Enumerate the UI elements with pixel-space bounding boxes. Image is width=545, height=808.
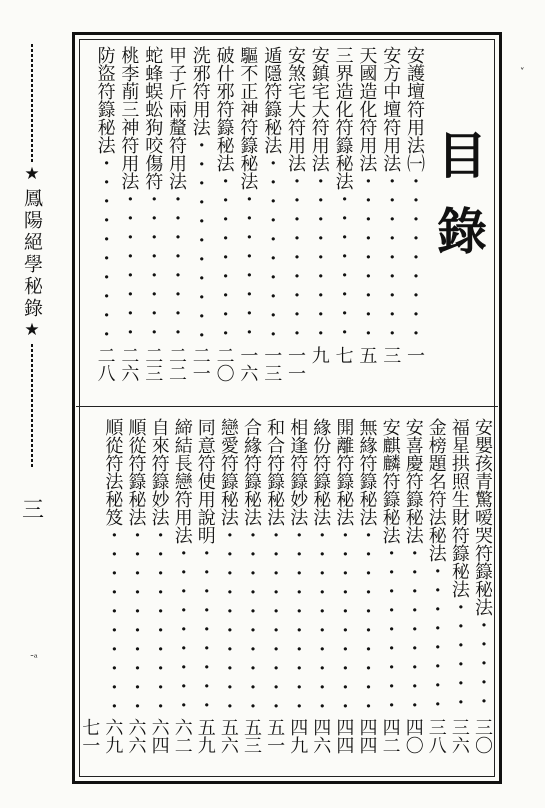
stray-mark: ᐨᵃ (30, 653, 38, 664)
toc-entry-title: 安方中壇符用法 ・・・・・・・・・・・・・・・・・・・・・・・・・・・・・・・・・・・・ (379, 46, 401, 346)
toc-entry[interactable] (148, 418, 170, 756)
toc-entry[interactable] (171, 418, 193, 756)
toc-entry-title: 相逢符籙妙法 ・・・・・・・・・・・・・・・・・・・・・・・・・・・・・・・・・・・・ (286, 418, 308, 718)
toc-entry-page: 四九 (287, 718, 309, 754)
toc-entry-page: 五 (356, 346, 378, 364)
toc-entry-page: 二三 (142, 346, 164, 382)
toc-entry-title: 安嬰孩青驚嗳哭符籙秘法 ・・・・・・・・・・・・・・・・・・・・・・・・・・・・・・・・・・・・ (471, 418, 493, 718)
section-divider (76, 406, 498, 407)
toc-entry[interactable] (286, 418, 308, 756)
toc-entry-title: 順從符籙秘法 ・・・・・・・・・・・・・・・・・・・・・・・・・・・・・・・・・・・・ (125, 418, 147, 718)
toc-entry[interactable] (379, 46, 401, 384)
star-icon: ★ (24, 164, 40, 184)
toc-entry-title: 順從符法秘笈 ・・・・・・・・・・・・・・・・・・・・・・・・・・・・・・・・・・・・ (101, 418, 123, 718)
toc-entry-page: 五九 (194, 718, 216, 754)
toc-entry[interactable] (240, 418, 262, 756)
toc-entry-title: 安煞宅大符用法 ・・・・・・・・・・・・・・・・・・・・・・・・・・・・・・・・・・・・ (284, 46, 306, 346)
toc-entry-page: 一三 (261, 346, 283, 382)
chain-divider (31, 44, 33, 162)
toc-entry-title: 戀愛符籙秘法 ・・・・・・・・・・・・・・・・・・・・・・・・・・・・・・・・・・・・ (217, 418, 239, 718)
toc-entry-title: 甲子斤兩釐符用法 ・・・・・・・・・・・・・・・・・・・・・・・・・・・・・・・・・・・・ (165, 46, 187, 346)
toc-entry[interactable] (117, 46, 139, 384)
toc-entry[interactable] (309, 418, 331, 756)
toc-entry-title: 緣份符籙秘法 ・・・・・・・・・・・・・・・・・・・・・・・・・・・・・・・・・・・・ (309, 418, 331, 718)
toc-entry[interactable] (379, 418, 401, 756)
toc-entry-page: 二一 (189, 346, 211, 382)
toc-entry-title: 安鎮宅大符用法 ・・・・・・・・・・・・・・・・・・・・・・・・・・・・・・・・・・・・ (308, 46, 330, 346)
toc-entry-page: 二二 (166, 346, 187, 382)
toc-entry[interactable] (125, 418, 147, 756)
toc-entry-title: 天國造化符用法 ・・・・・・・・・・・・・・・・・・・・・・・・・・・・・・・・・・・・ (355, 46, 377, 346)
toc-entry-title: 無緣符籙秘法 ・・・・・・・・・・・・・・・・・・・・・・・・・・・・・・・・・・・・ (356, 418, 378, 718)
toc-heading: 目錄 (429, 129, 488, 281)
toc-entry-page: 三 (380, 346, 402, 364)
toc-entry[interactable] (213, 46, 235, 384)
toc-entry-title: 三界造化符籙秘法 ・・・・・・・・・・・・・・・・・・・・・・・・・・・・・・・・・・・・ (332, 46, 354, 346)
sidebar (0, 0, 64, 808)
toc-entry-page: 七一 (79, 718, 101, 754)
toc-entry-page: 二〇 (213, 346, 235, 382)
toc-entry-title: 破什邪符籙秘法 ・・・・・・・・・・・・・・・・・・・・・・・・・・・・・・・・・・・・ (213, 46, 235, 346)
toc-entry-page: 二六 (118, 346, 140, 382)
toc-entry[interactable] (284, 46, 306, 384)
toc-entry-page: 三六 (448, 718, 470, 754)
toc-entry[interactable] (263, 418, 285, 756)
book-title: 鳳陽絕學秘錄 (21, 188, 43, 320)
star-icon: ★ (24, 320, 40, 340)
toc-entry[interactable] (448, 418, 470, 756)
toc-entry[interactable] (101, 418, 123, 756)
toc-entry-title: 開離符籙秘法 ・・・・・・・・・・・・・・・・・・・・・・・・・・・・・・・・・・・・ (332, 418, 354, 718)
toc-entry-page: 三八 (425, 718, 447, 754)
toc-entry[interactable] (165, 46, 187, 384)
toc-entry[interactable] (194, 418, 216, 756)
stray-mark: ˅ (520, 68, 525, 78)
toc-entry[interactable] (355, 46, 377, 384)
toc-entry[interactable] (308, 46, 330, 384)
toc-entry-page: 一一 (285, 346, 306, 382)
toc-entry-title: 福星拱照生財符籙秘法 ・・・・・・・・・・・・・・・・・・・・・・・・・・・・・・・・・・・・ (448, 418, 470, 718)
toc-entry-page: 五六 (217, 718, 239, 754)
chain-divider (31, 344, 33, 468)
toc-entry-page: 一六 (237, 346, 259, 382)
toc-entry-page: 四四 (356, 718, 378, 754)
toc-entry-title: 防盜符籙秘法 ・・・・・・・・・・・・・・・・・・・・・・・・・・・・・・・・・・・・ (94, 46, 116, 346)
toc-entry[interactable] (260, 46, 282, 384)
toc-entry-title: 同意符使用說明 ・・・・・・・・・・・・・・・・・・・・・・・・・・・・・・・・・・・・ (194, 418, 216, 718)
toc-entry-page: 一 (404, 346, 425, 364)
toc-entry-page: 六四 (148, 718, 170, 754)
toc-entry[interactable] (78, 418, 100, 756)
toc-entry-page: 六二 (171, 718, 193, 754)
toc-entry[interactable] (332, 46, 354, 384)
toc-entry[interactable] (189, 46, 211, 384)
toc-entry-title: 自來符籙妙法 ・・・・・・・・・・・・・・・・・・・・・・・・・・・・・・・・・・・・ (148, 418, 170, 718)
toc-entry-page: 六六 (125, 718, 147, 754)
toc-entry[interactable] (94, 46, 116, 384)
toc-entry[interactable] (471, 418, 493, 756)
toc-entry-page: 五一 (264, 718, 286, 754)
toc-entry-title: 安喜慶符籙秘法 ・・・・・・・・・・・・・・・・・・・・・・・・・・・・・・・・・・・・ (402, 418, 424, 718)
toc-entry-page: 五三 (241, 718, 262, 754)
toc-entry[interactable] (402, 418, 424, 756)
toc-entry[interactable] (425, 418, 447, 756)
toc-entry[interactable] (356, 418, 378, 756)
toc-entry-page: 九 (308, 346, 330, 364)
toc-entry-title: 驅不正神符籙秘法 ・・・・・・・・・・・・・・・・・・・・・・・・・・・・・・・・・・・・ (236, 46, 258, 346)
toc-entry-title: 洗邪符用法 ・・・・・・・・・・・・・・・・・・・・・・・・・・・・・・・・・・・・ (189, 46, 211, 346)
page-number: 三 (21, 498, 44, 523)
toc-entry-page: 四二 (379, 718, 401, 754)
toc-entry-page: 三〇 (472, 718, 493, 754)
toc-entry-page: 七 (332, 346, 354, 364)
toc-entry[interactable] (217, 418, 239, 756)
toc-entry-title: 和合符籙秘法 ・・・・・・・・・・・・・・・・・・・・・・・・・・・・・・・・・・・・ (263, 418, 285, 718)
toc-entry-page: 四六 (310, 718, 332, 754)
toc-entry-title: 合緣符籙秘法 ・・・・・・・・・・・・・・・・・・・・・・・・・・・・・・・・・・・・ (240, 418, 262, 718)
toc-entry-title: 安麒麟符籙秘法 ・・・・・・・・・・・・・・・・・・・・・・・・・・・・・・・・・・・・ (379, 418, 401, 718)
toc-entry-title: 締結長戀符用法 ・・・・・・・・・・・・・・・・・・・・・・・・・・・・・・・・・・・・ (171, 418, 193, 718)
toc-entry-page: 六九 (102, 718, 124, 754)
toc-entry-title: 蛇蜂蜈蚣狗咬傷符 ・・・・・・・・・・・・・・・・・・・・・・・・・・・・・・・・・・・・ (141, 46, 163, 346)
toc-entry-page: 四四 (333, 718, 355, 754)
toc-entry-title: 金榜題名符法秘法 ・・・・・・・・・・・・・・・・・・・・・・・・・・・・・・・・・・・・ (425, 418, 447, 718)
toc-entry-title: 安護壇符用法㈠ ・・・・・・・・・・・・・・・・・・・・・・・・・・・・・・・・・・・・ (403, 46, 425, 346)
toc-entry[interactable] (236, 46, 258, 384)
toc-entry[interactable] (332, 418, 354, 756)
toc-entry-page: 四〇 (402, 718, 424, 754)
toc-entry-title: 遁隱符籙秘法 ・・・・・・・・・・・・・・・・・・・・・・・・・・・・・・・・・・・・ (260, 46, 282, 346)
toc-entry[interactable] (403, 46, 425, 384)
toc-entry[interactable] (141, 46, 163, 384)
toc-entry-page: 二八 (94, 346, 116, 382)
toc-entry-title: 桃李萷三神符用法 ・・・・・・・・・・・・・・・・・・・・・・・・・・・・・・・・・・・・ (117, 46, 139, 346)
